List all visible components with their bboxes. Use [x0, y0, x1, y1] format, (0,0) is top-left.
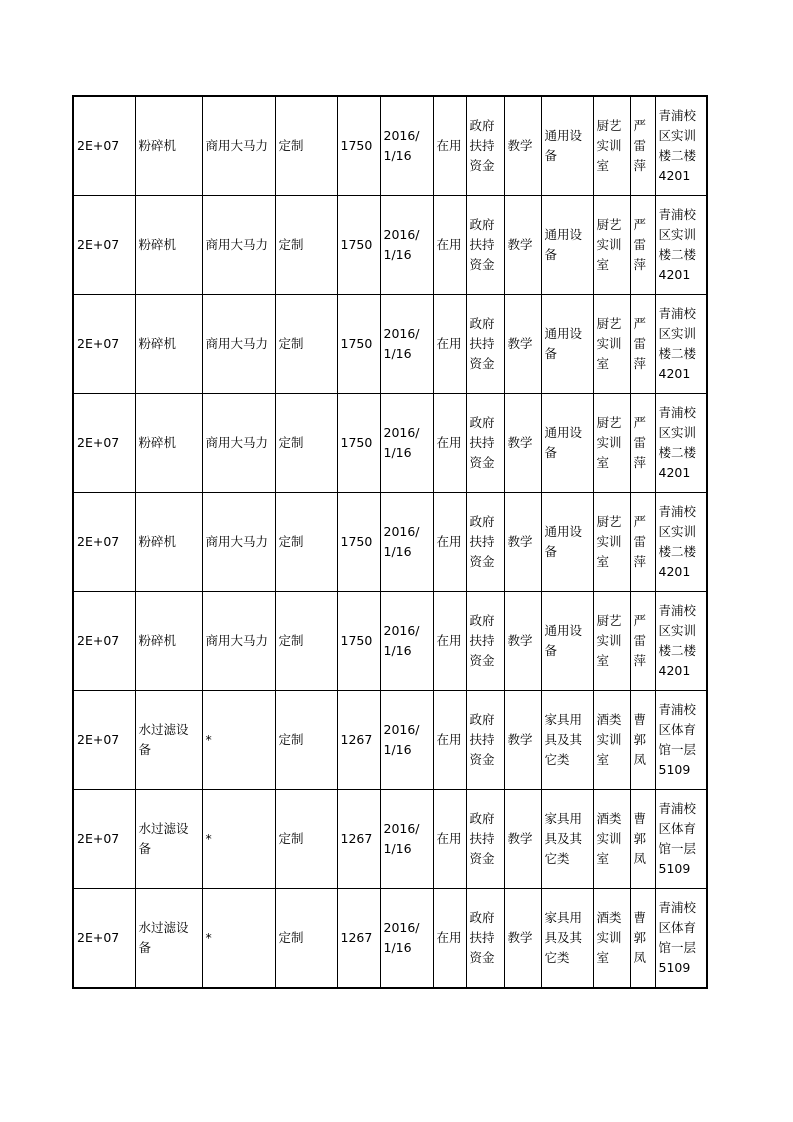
cell-date: 2016/1/16: [380, 889, 433, 989]
cell-price: 1267: [337, 691, 380, 790]
cell-room: 厨艺实训室: [593, 493, 630, 592]
cell-code: 2E+07: [73, 295, 135, 394]
cell-spec: 商用大马力: [202, 394, 275, 493]
cell-fund: 政府扶持资金: [466, 196, 504, 295]
cell-name: 粉碎机: [135, 592, 202, 691]
cell-spec: 商用大马力: [202, 493, 275, 592]
table-row: [73, 790, 707, 889]
table-row: [73, 96, 707, 196]
cell-price: 1750: [337, 493, 380, 592]
cell-spec: 商用大马力: [202, 592, 275, 691]
cell-usage: 教学: [504, 592, 541, 691]
cell-date: 2016/1/16: [380, 196, 433, 295]
cell-room: 酒类实训室: [593, 889, 630, 989]
cell-location: 青浦校区实训楼二楼4201: [655, 96, 707, 196]
cell-usage: 教学: [504, 96, 541, 196]
cell-name: 水过滤设备: [135, 691, 202, 790]
cell-spec: *: [202, 790, 275, 889]
cell-price: 1750: [337, 196, 380, 295]
cell-location: 青浦校区实训楼二楼4201: [655, 295, 707, 394]
cell-room: 酒类实训室: [593, 790, 630, 889]
cell-date: 2016/1/16: [380, 295, 433, 394]
cell-room: 酒类实训室: [593, 691, 630, 790]
table-row: [73, 691, 707, 790]
cell-status: 在用: [433, 691, 466, 790]
cell-keeper: 严雷萍: [630, 196, 655, 295]
cell-date: 2016/1/16: [380, 394, 433, 493]
cell-model: 定制: [275, 295, 337, 394]
cell-model: 定制: [275, 493, 337, 592]
cell-status: 在用: [433, 790, 466, 889]
table-row: [73, 295, 707, 394]
table-row: [73, 493, 707, 592]
cell-name: 粉碎机: [135, 196, 202, 295]
table-row: [73, 394, 707, 493]
cell-usage: 教学: [504, 691, 541, 790]
cell-keeper: 曹郭凤: [630, 889, 655, 989]
cell-name: 粉碎机: [135, 394, 202, 493]
cell-date: 2016/1/16: [380, 493, 433, 592]
cell-code: 2E+07: [73, 394, 135, 493]
cell-category: 通用设备: [541, 295, 593, 394]
cell-price: 1267: [337, 889, 380, 989]
cell-location: 青浦校区实训楼二楼4201: [655, 394, 707, 493]
cell-fund: 政府扶持资金: [466, 493, 504, 592]
cell-fund: 政府扶持资金: [466, 295, 504, 394]
cell-model: 定制: [275, 394, 337, 493]
cell-code: 2E+07: [73, 96, 135, 196]
cell-price: 1750: [337, 394, 380, 493]
cell-usage: 教学: [504, 394, 541, 493]
cell-code: 2E+07: [73, 592, 135, 691]
table-row: [73, 889, 707, 989]
cell-spec: *: [202, 889, 275, 989]
cell-spec: *: [202, 691, 275, 790]
cell-date: 2016/1/16: [380, 691, 433, 790]
cell-spec: 商用大马力: [202, 295, 275, 394]
cell-status: 在用: [433, 96, 466, 196]
cell-usage: 教学: [504, 295, 541, 394]
cell-name: 水过滤设备: [135, 790, 202, 889]
cell-price: 1267: [337, 790, 380, 889]
cell-code: 2E+07: [73, 196, 135, 295]
cell-fund: 政府扶持资金: [466, 889, 504, 989]
cell-keeper: 严雷萍: [630, 295, 655, 394]
cell-room: 厨艺实训室: [593, 96, 630, 196]
cell-model: 定制: [275, 790, 337, 889]
cell-code: 2E+07: [73, 790, 135, 889]
cell-category: 通用设备: [541, 394, 593, 493]
cell-name: 水过滤设备: [135, 889, 202, 989]
cell-usage: 教学: [504, 493, 541, 592]
cell-code: 2E+07: [73, 691, 135, 790]
cell-price: 1750: [337, 592, 380, 691]
asset-table: [72, 95, 708, 989]
cell-category: 家具用具及其它类: [541, 889, 593, 989]
cell-room: 厨艺实训室: [593, 394, 630, 493]
cell-location: 青浦校区体育馆一层5109: [655, 889, 707, 989]
cell-location: 青浦校区实训楼二楼4201: [655, 592, 707, 691]
cell-price: 1750: [337, 96, 380, 196]
cell-category: 通用设备: [541, 493, 593, 592]
cell-status: 在用: [433, 196, 466, 295]
cell-category: 通用设备: [541, 592, 593, 691]
cell-keeper: 曹郭凤: [630, 691, 655, 790]
cell-usage: 教学: [504, 889, 541, 989]
cell-model: 定制: [275, 889, 337, 989]
cell-model: 定制: [275, 96, 337, 196]
cell-keeper: 严雷萍: [630, 96, 655, 196]
table-row: [73, 592, 707, 691]
cell-keeper: 曹郭凤: [630, 790, 655, 889]
cell-status: 在用: [433, 889, 466, 989]
cell-status: 在用: [433, 493, 466, 592]
cell-category: 通用设备: [541, 196, 593, 295]
cell-keeper: 严雷萍: [630, 394, 655, 493]
cell-fund: 政府扶持资金: [466, 790, 504, 889]
cell-category: 家具用具及其它类: [541, 691, 593, 790]
cell-model: 定制: [275, 691, 337, 790]
cell-location: 青浦校区实训楼二楼4201: [655, 493, 707, 592]
cell-location: 青浦校区体育馆一层5109: [655, 790, 707, 889]
cell-date: 2016/1/16: [380, 790, 433, 889]
cell-room: 厨艺实训室: [593, 196, 630, 295]
cell-fund: 政府扶持资金: [466, 691, 504, 790]
cell-spec: 商用大马力: [202, 96, 275, 196]
cell-status: 在用: [433, 592, 466, 691]
cell-room: 厨艺实训室: [593, 295, 630, 394]
cell-date: 2016/1/16: [380, 592, 433, 691]
cell-code: 2E+07: [73, 493, 135, 592]
cell-code: 2E+07: [73, 889, 135, 989]
cell-category: 通用设备: [541, 96, 593, 196]
cell-fund: 政府扶持资金: [466, 592, 504, 691]
cell-keeper: 严雷萍: [630, 493, 655, 592]
cell-status: 在用: [433, 295, 466, 394]
cell-status: 在用: [433, 394, 466, 493]
cell-model: 定制: [275, 592, 337, 691]
cell-name: 粉碎机: [135, 295, 202, 394]
cell-fund: 政府扶持资金: [466, 394, 504, 493]
cell-fund: 政府扶持资金: [466, 96, 504, 196]
cell-room: 厨艺实训室: [593, 592, 630, 691]
cell-spec: 商用大马力: [202, 196, 275, 295]
cell-model: 定制: [275, 196, 337, 295]
cell-location: 青浦校区体育馆一层5109: [655, 691, 707, 790]
cell-usage: 教学: [504, 196, 541, 295]
cell-usage: 教学: [504, 790, 541, 889]
cell-date: 2016/1/16: [380, 96, 433, 196]
table-body: [73, 96, 707, 988]
table-row: [73, 196, 707, 295]
cell-location: 青浦校区实训楼二楼4201: [655, 196, 707, 295]
cell-name: 粉碎机: [135, 96, 202, 196]
cell-price: 1750: [337, 295, 380, 394]
cell-keeper: 严雷萍: [630, 592, 655, 691]
cell-category: 家具用具及其它类: [541, 790, 593, 889]
cell-name: 粉碎机: [135, 493, 202, 592]
